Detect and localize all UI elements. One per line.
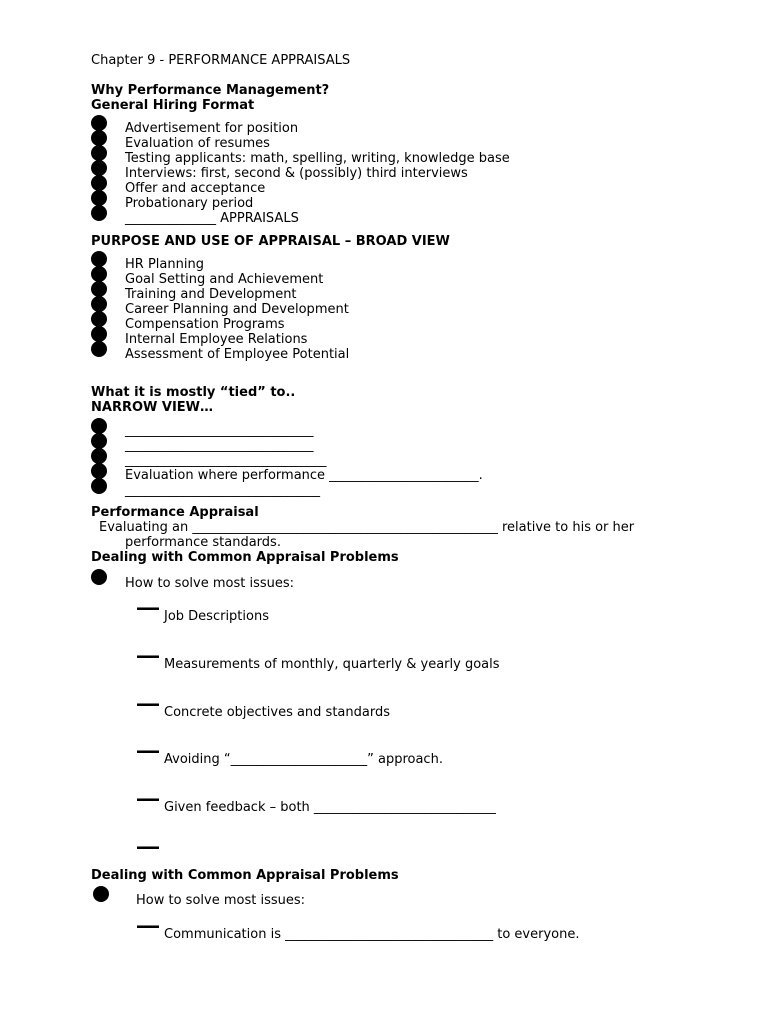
list-item: Internal Employee Relations — [125, 332, 308, 347]
sub-item: Job Descriptions — [164, 609, 269, 624]
list-item: Training and Development — [125, 287, 297, 302]
bullet-icon — [91, 326, 107, 342]
list-item: ______________ APPRAISALS — [125, 211, 299, 226]
list-item: How to solve most issues: — [136, 893, 306, 908]
blank-line: _____________________________ — [125, 423, 314, 438]
bullet-icon — [91, 190, 107, 206]
list-item: Advertisement for position — [125, 121, 299, 136]
bullet-icon — [91, 418, 107, 434]
bullet-icon — [93, 886, 109, 902]
bullet-icon — [91, 130, 107, 146]
bullet-icon — [91, 463, 107, 479]
list-item: Evaluation where performance _______________________. — [125, 468, 483, 483]
bullet-icon — [91, 160, 107, 176]
section-heading-narrow: NARROW VIEW… — [91, 400, 213, 415]
bullet-icon — [91, 569, 107, 585]
section-heading-why: Why Performance Management? — [91, 83, 330, 98]
blank-line: _______________________________ — [125, 453, 327, 468]
list-item: Probationary period — [125, 196, 254, 211]
blank-line: ______________________________ — [125, 483, 320, 498]
section-heading-problems: Dealing with Common Appraisal Problems — [91, 550, 399, 565]
dash-icon — [137, 655, 159, 658]
dash-icon — [137, 607, 159, 610]
bullet-icon — [91, 281, 107, 297]
list-item: Evaluation of resumes — [125, 136, 270, 151]
section-heading-problems-2: Dealing with Common Appraisal Problems — [91, 868, 399, 883]
blank-line: _____________________________ — [125, 438, 314, 453]
bullet-icon — [91, 296, 107, 312]
definition-line: performance standards. — [125, 535, 281, 550]
bullet-icon — [91, 205, 107, 221]
sub-item: Measurements of monthly, quarterly & yearly goals — [164, 657, 500, 672]
bullet-icon — [91, 311, 107, 327]
list-item: How to solve most issues: — [125, 576, 295, 591]
section-heading-hiring: General Hiring Format — [91, 98, 255, 113]
dash-icon — [137, 925, 159, 928]
list-item: Compensation Programs — [125, 317, 285, 332]
list-item: Career Planning and Development — [125, 302, 349, 317]
bullet-icon — [91, 448, 107, 464]
list-item: Offer and acceptance — [125, 181, 266, 196]
dash-icon — [137, 846, 159, 849]
dash-icon — [137, 703, 159, 706]
dash-icon — [137, 750, 159, 753]
section-heading-tied: What it is mostly “tied” to.. — [91, 385, 296, 400]
chapter-title: Chapter 9 - PERFORMANCE APPRAISALS — [91, 53, 351, 68]
list-item: Goal Setting and Achievement — [125, 272, 324, 287]
bullet-icon — [91, 115, 107, 131]
sub-item: Communication is ________________________________ to everyone. — [164, 927, 580, 942]
bullet-icon — [91, 478, 107, 494]
list-item: HR Planning — [125, 257, 204, 272]
bullet-icon — [91, 251, 107, 267]
dash-icon — [137, 798, 159, 801]
bullet-icon — [91, 266, 107, 282]
bullet-icon — [91, 433, 107, 449]
bullet-icon — [91, 175, 107, 191]
list-item: Testing applicants: math, spelling, writing, knowledge base — [125, 151, 510, 166]
bullet-icon — [91, 341, 107, 357]
sub-item: Concrete objectives and standards — [164, 705, 390, 720]
sub-item: Avoiding “_____________________” approach. — [164, 752, 443, 767]
definition-line: Evaluating an _______________________________________________ relative to his or her — [99, 520, 635, 535]
section-heading-appraisal: Performance Appraisal — [91, 505, 259, 520]
list-item: Interviews: first, second & (possibly) third interviews — [125, 166, 468, 181]
sub-item: Given feedback – both ____________________________ — [164, 800, 496, 815]
section-heading-purpose: PURPOSE AND USE OF APPRAISAL – BROAD VIEW — [91, 234, 450, 249]
bullet-icon — [91, 145, 107, 161]
list-item: Assessment of Employee Potential — [125, 347, 350, 362]
